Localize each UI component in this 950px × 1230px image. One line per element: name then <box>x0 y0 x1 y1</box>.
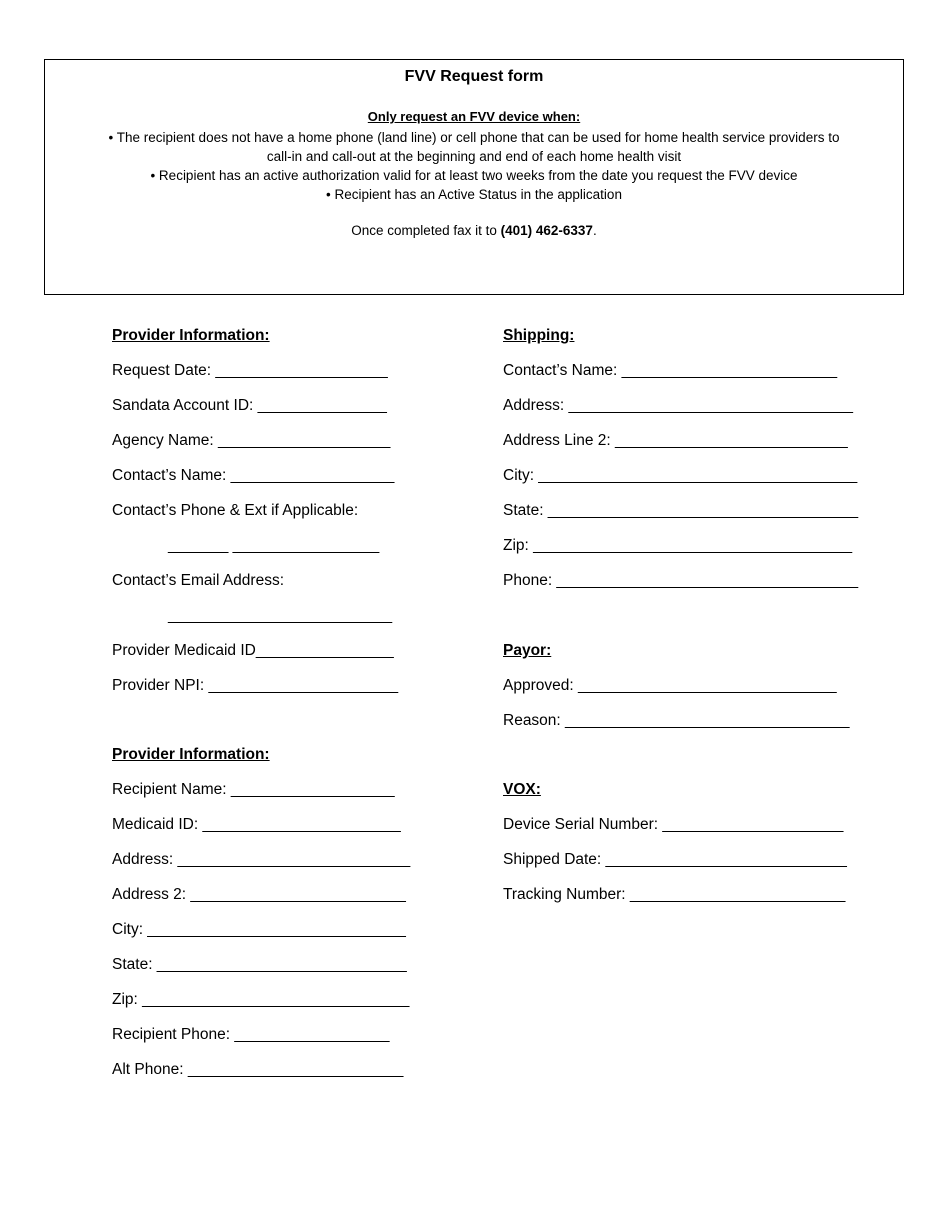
instruction-bullet-1-line-1: • The recipient does not have a home phone (land line) or cell phone that can be used for home health service providers to <box>108 130 840 145</box>
instruction-bullet-2: • Recipient has an active authorization valid for at least two weeks from the date you request the FVV device <box>150 168 798 183</box>
recipient-name-field[interactable]: Recipient Name: ___________________ <box>112 781 395 798</box>
recipient-alt-phone-field[interactable]: Alt Phone: _________________________ <box>112 1061 404 1078</box>
fax-instruction <box>45 223 903 238</box>
sandata-account-id-field[interactable]: Sandata Account ID: _______________ <box>112 397 387 414</box>
payor-title: Payor: <box>503 642 552 659</box>
contact-email-label: Contact’s Email Address: <box>112 572 285 589</box>
request-date-field[interactable]: Request Date: ____________________ <box>112 362 388 379</box>
recipient-address-field[interactable]: Address: ___________________________ <box>112 851 411 868</box>
contact-phone-blank[interactable]: _______ _________________ <box>168 537 380 554</box>
fax-suffix: . <box>592 223 597 238</box>
fax-number: (401) 462-6337 <box>500 223 593 238</box>
instructions-box <box>44 59 904 295</box>
instruction-bullet-3: • Recipient has an Active Status in the application <box>326 187 622 202</box>
shipping-phone-field[interactable]: Phone: ___________________________________ <box>503 572 859 589</box>
provider-npi-field[interactable]: Provider NPI: ______________________ <box>112 677 399 694</box>
shipping-address-field[interactable]: Address: _________________________________ <box>503 397 853 414</box>
payor-reason-field[interactable]: Reason: _________________________________ <box>503 712 850 729</box>
contact-phone-label: Contact’s Phone & Ext if Applicable: <box>112 502 359 519</box>
fax-prefix: Once completed fax it to <box>351 223 501 238</box>
provider-info-title: Provider Information: <box>112 327 270 344</box>
contact-name-field[interactable]: Contact’s Name: ___________________ <box>112 467 395 484</box>
instruction-bullet-1 <box>45 128 903 166</box>
vox-title: VOX: <box>503 781 541 798</box>
recipient-zip-field[interactable]: Zip: _______________________________ <box>112 991 410 1008</box>
shipping-title: Shipping: <box>503 327 575 344</box>
agency-name-field[interactable]: Agency Name: ____________________ <box>112 432 391 449</box>
provider-medicaid-id-field[interactable]: Provider Medicaid ID________________ <box>112 642 394 659</box>
shipping-zip-field[interactable]: Zip: _____________________________________ <box>503 537 853 554</box>
recipient-address2-field[interactable]: Address 2: _________________________ <box>112 886 406 903</box>
shipping-contact-name-field[interactable]: Contact’s Name: _________________________ <box>503 362 838 379</box>
payor-approved-field[interactable]: Approved: ______________________________ <box>503 677 837 694</box>
recipient-city-field[interactable]: City: ______________________________ <box>112 921 406 938</box>
recipient-medicaid-id-field[interactable]: Medicaid ID: _______________________ <box>112 816 401 833</box>
form-title: FVV Request form <box>404 68 544 85</box>
recipient-state-field[interactable]: State: _____________________________ <box>112 956 407 973</box>
tracking-number-field[interactable]: Tracking Number: _________________________ <box>503 886 846 903</box>
shipped-date-field[interactable]: Shipped Date: ____________________________ <box>503 851 847 868</box>
contact-email-blank[interactable]: __________________________ <box>168 607 393 624</box>
device-serial-number-field[interactable]: Device Serial Number: _____________________ <box>503 816 844 833</box>
shipping-city-field[interactable]: City: _____________________________________ <box>503 467 858 484</box>
recipient-info-title: Provider Information: <box>112 746 270 763</box>
recipient-phone-field[interactable]: Recipient Phone: __________________ <box>112 1026 390 1043</box>
shipping-address-line2-field[interactable]: Address Line 2: ___________________________ <box>503 432 848 449</box>
shipping-state-field[interactable]: State: ____________________________________ <box>503 502 859 519</box>
instructions-subheading: Only request an FVV device when: <box>367 109 581 124</box>
instruction-bullet-1-line-2: call-in and call-out at the beginning and end of each home health visit <box>266 149 682 164</box>
